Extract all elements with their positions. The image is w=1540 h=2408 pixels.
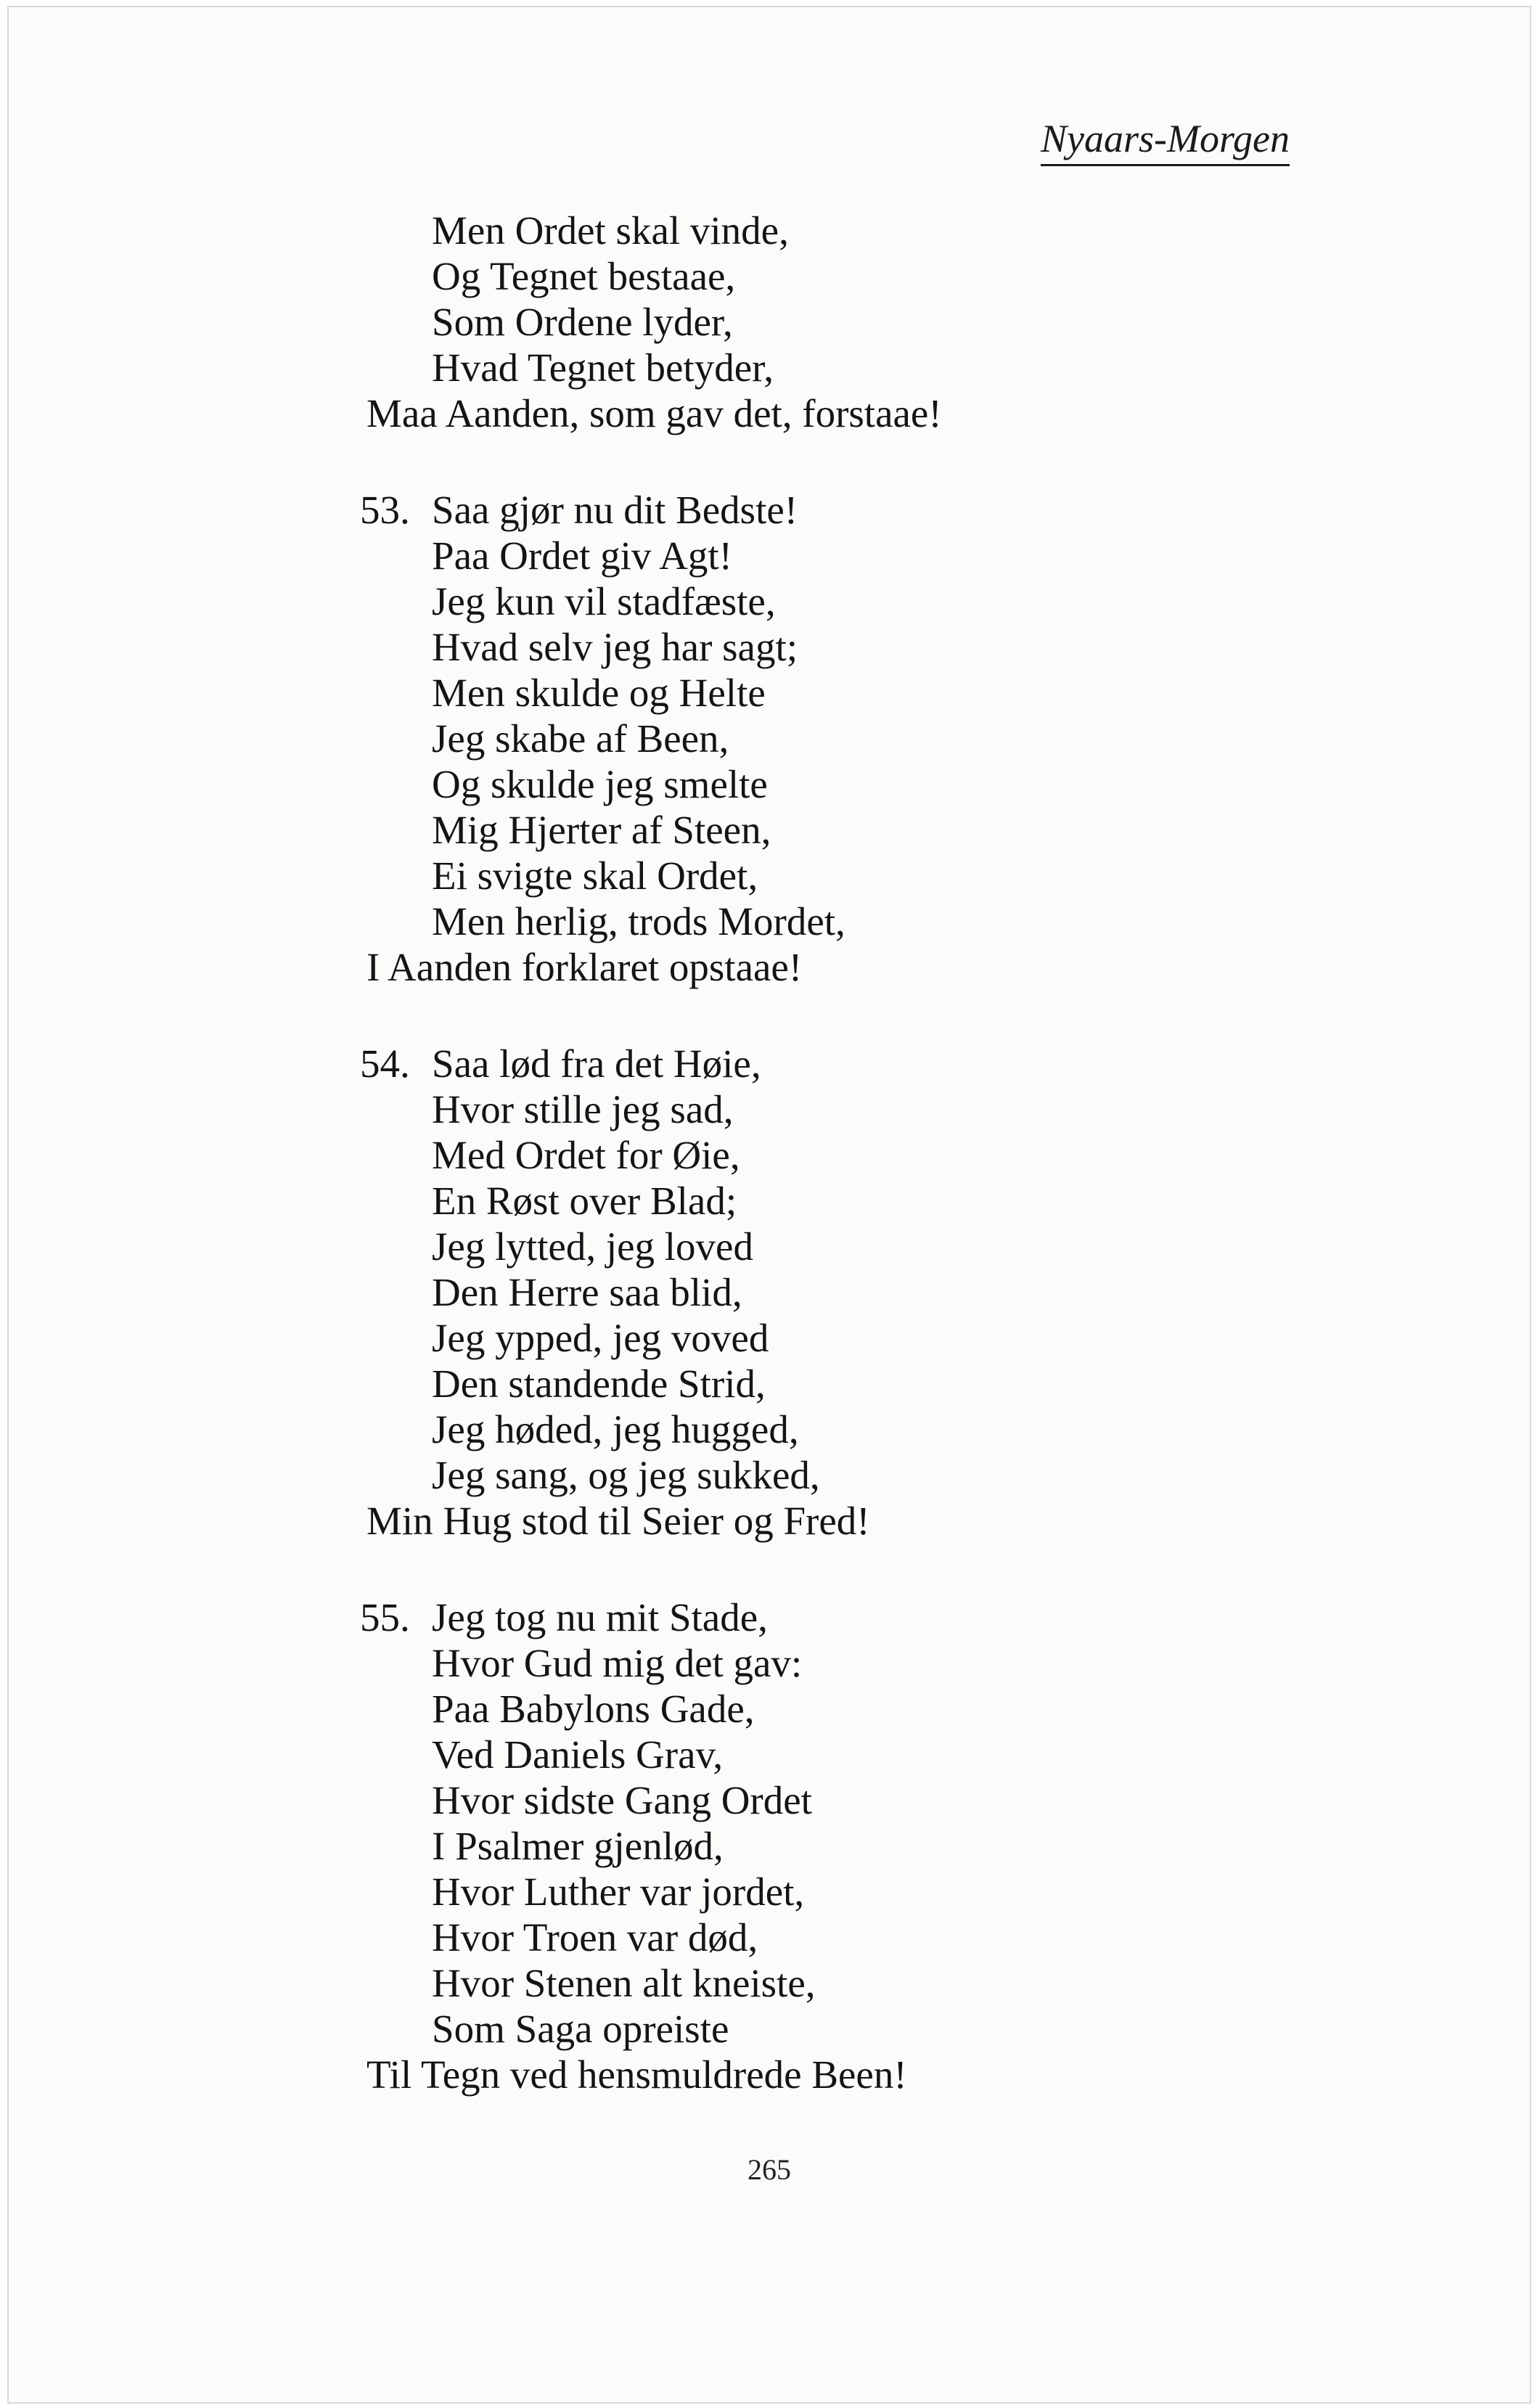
stanza-continuation xyxy=(7,208,1531,436)
stanza-54 xyxy=(7,1041,1531,1544)
verse-line: Med Ordet for Øie, xyxy=(432,1133,740,1177)
stanza-55 xyxy=(7,1594,1531,2097)
verse-line: Jeg høded, jeg hugged, xyxy=(432,1407,799,1451)
poem-body xyxy=(7,208,1531,2148)
verse-line: I Aanden forklaret opstaae! xyxy=(366,945,803,989)
verse-line: Ved Daniels Grav, xyxy=(432,1732,724,1777)
book-page xyxy=(7,6,1531,2404)
verse-line: Hvad selv jeg har sagt; xyxy=(432,625,798,669)
verse-line xyxy=(7,1594,1531,1640)
verse-line: Men skulde og Helte xyxy=(432,671,766,715)
verse-text: Saa lød fra det Høie, xyxy=(432,1041,761,1086)
verse-line: Og Tegnet bestaae, xyxy=(432,254,736,298)
verse-line: Hvor sidste Gang Ordet xyxy=(432,1778,812,1822)
verse-line: Men herlig, trods Mordet, xyxy=(432,899,845,943)
verse-line: Ei svigte skal Ordet, xyxy=(432,853,758,898)
stanza-number: 54. xyxy=(360,1041,410,1086)
verse-line: Hvor Luther var jordet, xyxy=(432,1870,805,1914)
verse-line: Som Saga opreiste xyxy=(432,2007,729,2051)
verse-line: En Røst over Blad; xyxy=(432,1179,737,1223)
verse-line: Jeg lytted, jeg loved xyxy=(432,1224,753,1269)
verse-line: Hvad Tegnet betyder, xyxy=(432,345,774,390)
stanza-53 xyxy=(7,487,1531,990)
verse-line xyxy=(7,1041,1531,1086)
verse-line: Hvor Stenen alt kneiste, xyxy=(432,1961,816,2005)
verse-line: Til Tegn ved hensmuldrede Been! xyxy=(366,2052,907,2097)
verse-line: Paa Babylons Gade, xyxy=(432,1687,755,1731)
verse-line: Jeg sang, og jeg sukked, xyxy=(432,1453,820,1497)
verse-line: Hvor stille jeg sad, xyxy=(432,1087,734,1131)
page-number: 265 xyxy=(748,2153,791,2186)
verse-line: Min Hug stod til Seier og Fred! xyxy=(366,1499,870,1543)
verse-line: Jeg kun vil stadfæste, xyxy=(432,579,776,623)
stanza-number: 53. xyxy=(360,488,410,532)
verse-line: Mig Hjerter af Steen, xyxy=(432,808,771,852)
stanza-number: 55. xyxy=(360,1595,410,1639)
verse-line: Jeg skabe af Been, xyxy=(432,716,729,761)
verse-line: Den standende Strid, xyxy=(432,1361,766,1406)
running-header: Nyaars-Morgen xyxy=(1041,116,1290,166)
verse-text: Jeg tog nu mit Stade, xyxy=(432,1595,768,1639)
verse-line: Paa Ordet giv Agt! xyxy=(432,533,732,578)
verse-line: Hvor Gud mig det gav: xyxy=(432,1641,803,1685)
verse-line xyxy=(7,487,1531,533)
verse-line: Men Ordet skal vinde, xyxy=(432,208,789,253)
verse-text: Saa gjør nu dit Bedste! xyxy=(432,488,798,532)
verse-line: Den Herre saa blid, xyxy=(432,1270,742,1314)
verse-line: Som Ordene lyder, xyxy=(432,300,733,344)
verse-line: Jeg ypped, jeg voved xyxy=(432,1316,769,1360)
verse-line: Og skulde jeg smelte xyxy=(432,762,768,806)
verse-line: Hvor Troen var død, xyxy=(432,1915,758,1959)
verse-line: Maa Aanden, som gav det, forstaae! xyxy=(366,391,942,435)
verse-line: I Psalmer gjenlød, xyxy=(432,1824,724,1868)
